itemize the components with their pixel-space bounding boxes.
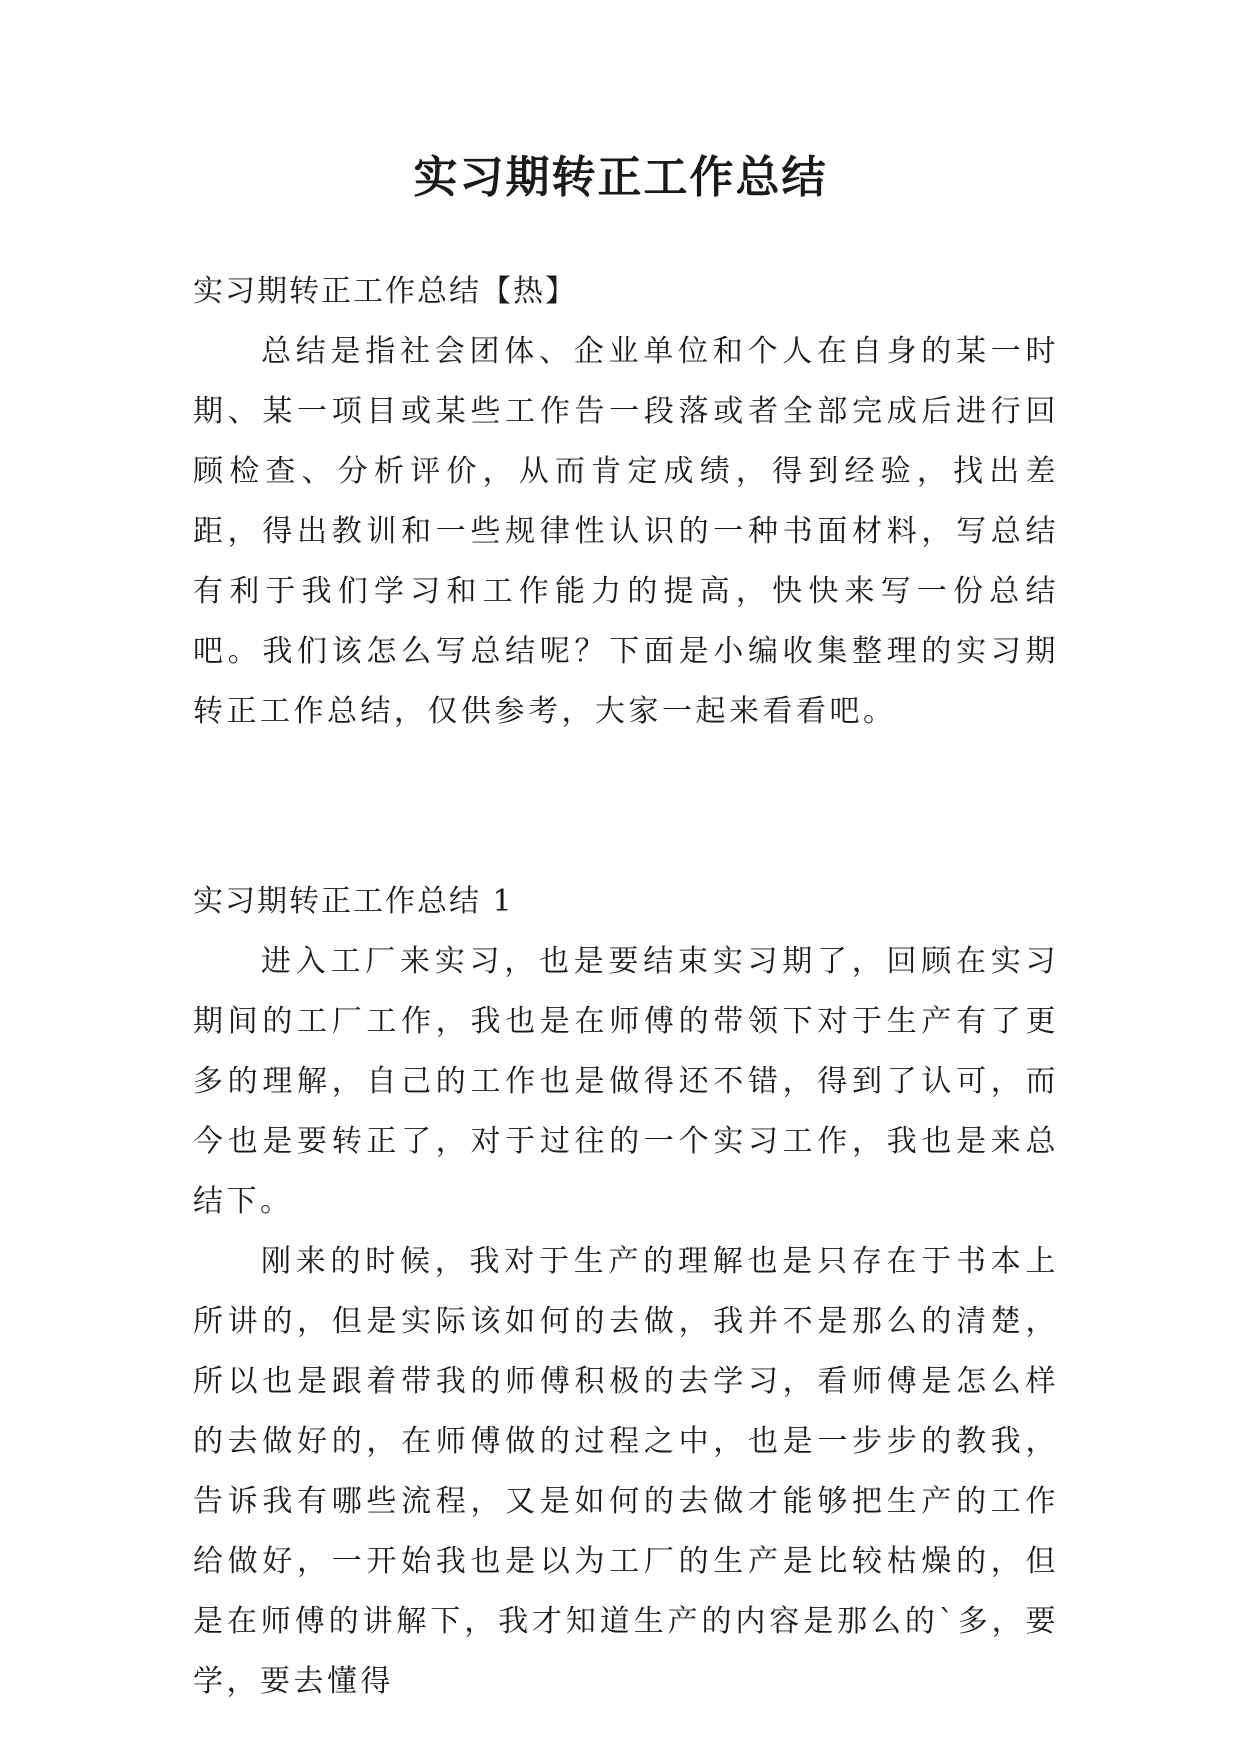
section-spacer: [193, 742, 1059, 872]
section-heading: 实习期转正工作总结 1: [193, 884, 514, 919]
section-paragraph: 进入工厂来实习，也是要结束实习期了，回顾在实习期间的工厂工作，我也是在师傅的带领下对于生产有了更多的理解，自己的工作也是做得还不错，得到了认可，而今也是要转正了，对于过往的一个实习工作，我也是来总结下。: [193, 944, 1059, 1219]
document-body: [193, 262, 1059, 1712]
intro-paragraph: 总结是指社会团体、企业单位和个人在自身的某一时期、某一项目或某些工作告一段落或者全部完成后进行回顾检查、分析评价，从而肯定成绩，得到经验，找出差距，得出教训和一些规律性认识的一种书面材料，写总结有利于我们学习和工作能力的提高，快快来写一份总结吧。我们该怎么写总结呢？下面是小编收集整理的实习期转正工作总结，仅供参考，大家一起来看看吧。: [193, 334, 1059, 729]
page-title: 实习期转正工作总结: [413, 152, 828, 203]
intro-heading: 实习期转正工作总结【热】: [193, 274, 577, 309]
section-paragraph: 刚来的时候，我对于生产的理解也是只存在于书本上所讲的，但是实际该如何的去做，我并不是那么的清楚，所以也是跟着带我的师傅积极的去学习，看师傅是怎么样的去做好的，在师傅做的过程之中，也是一步步的教我，告诉我有哪些流程，又是如何的去做才能够把生产的工作给做好，一开始我也是以为工厂的生产是比较枯燥的，但是在师傅的讲解下，我才知道生产的内容是那么的`多，要学，要去懂得: [193, 1244, 1059, 1699]
